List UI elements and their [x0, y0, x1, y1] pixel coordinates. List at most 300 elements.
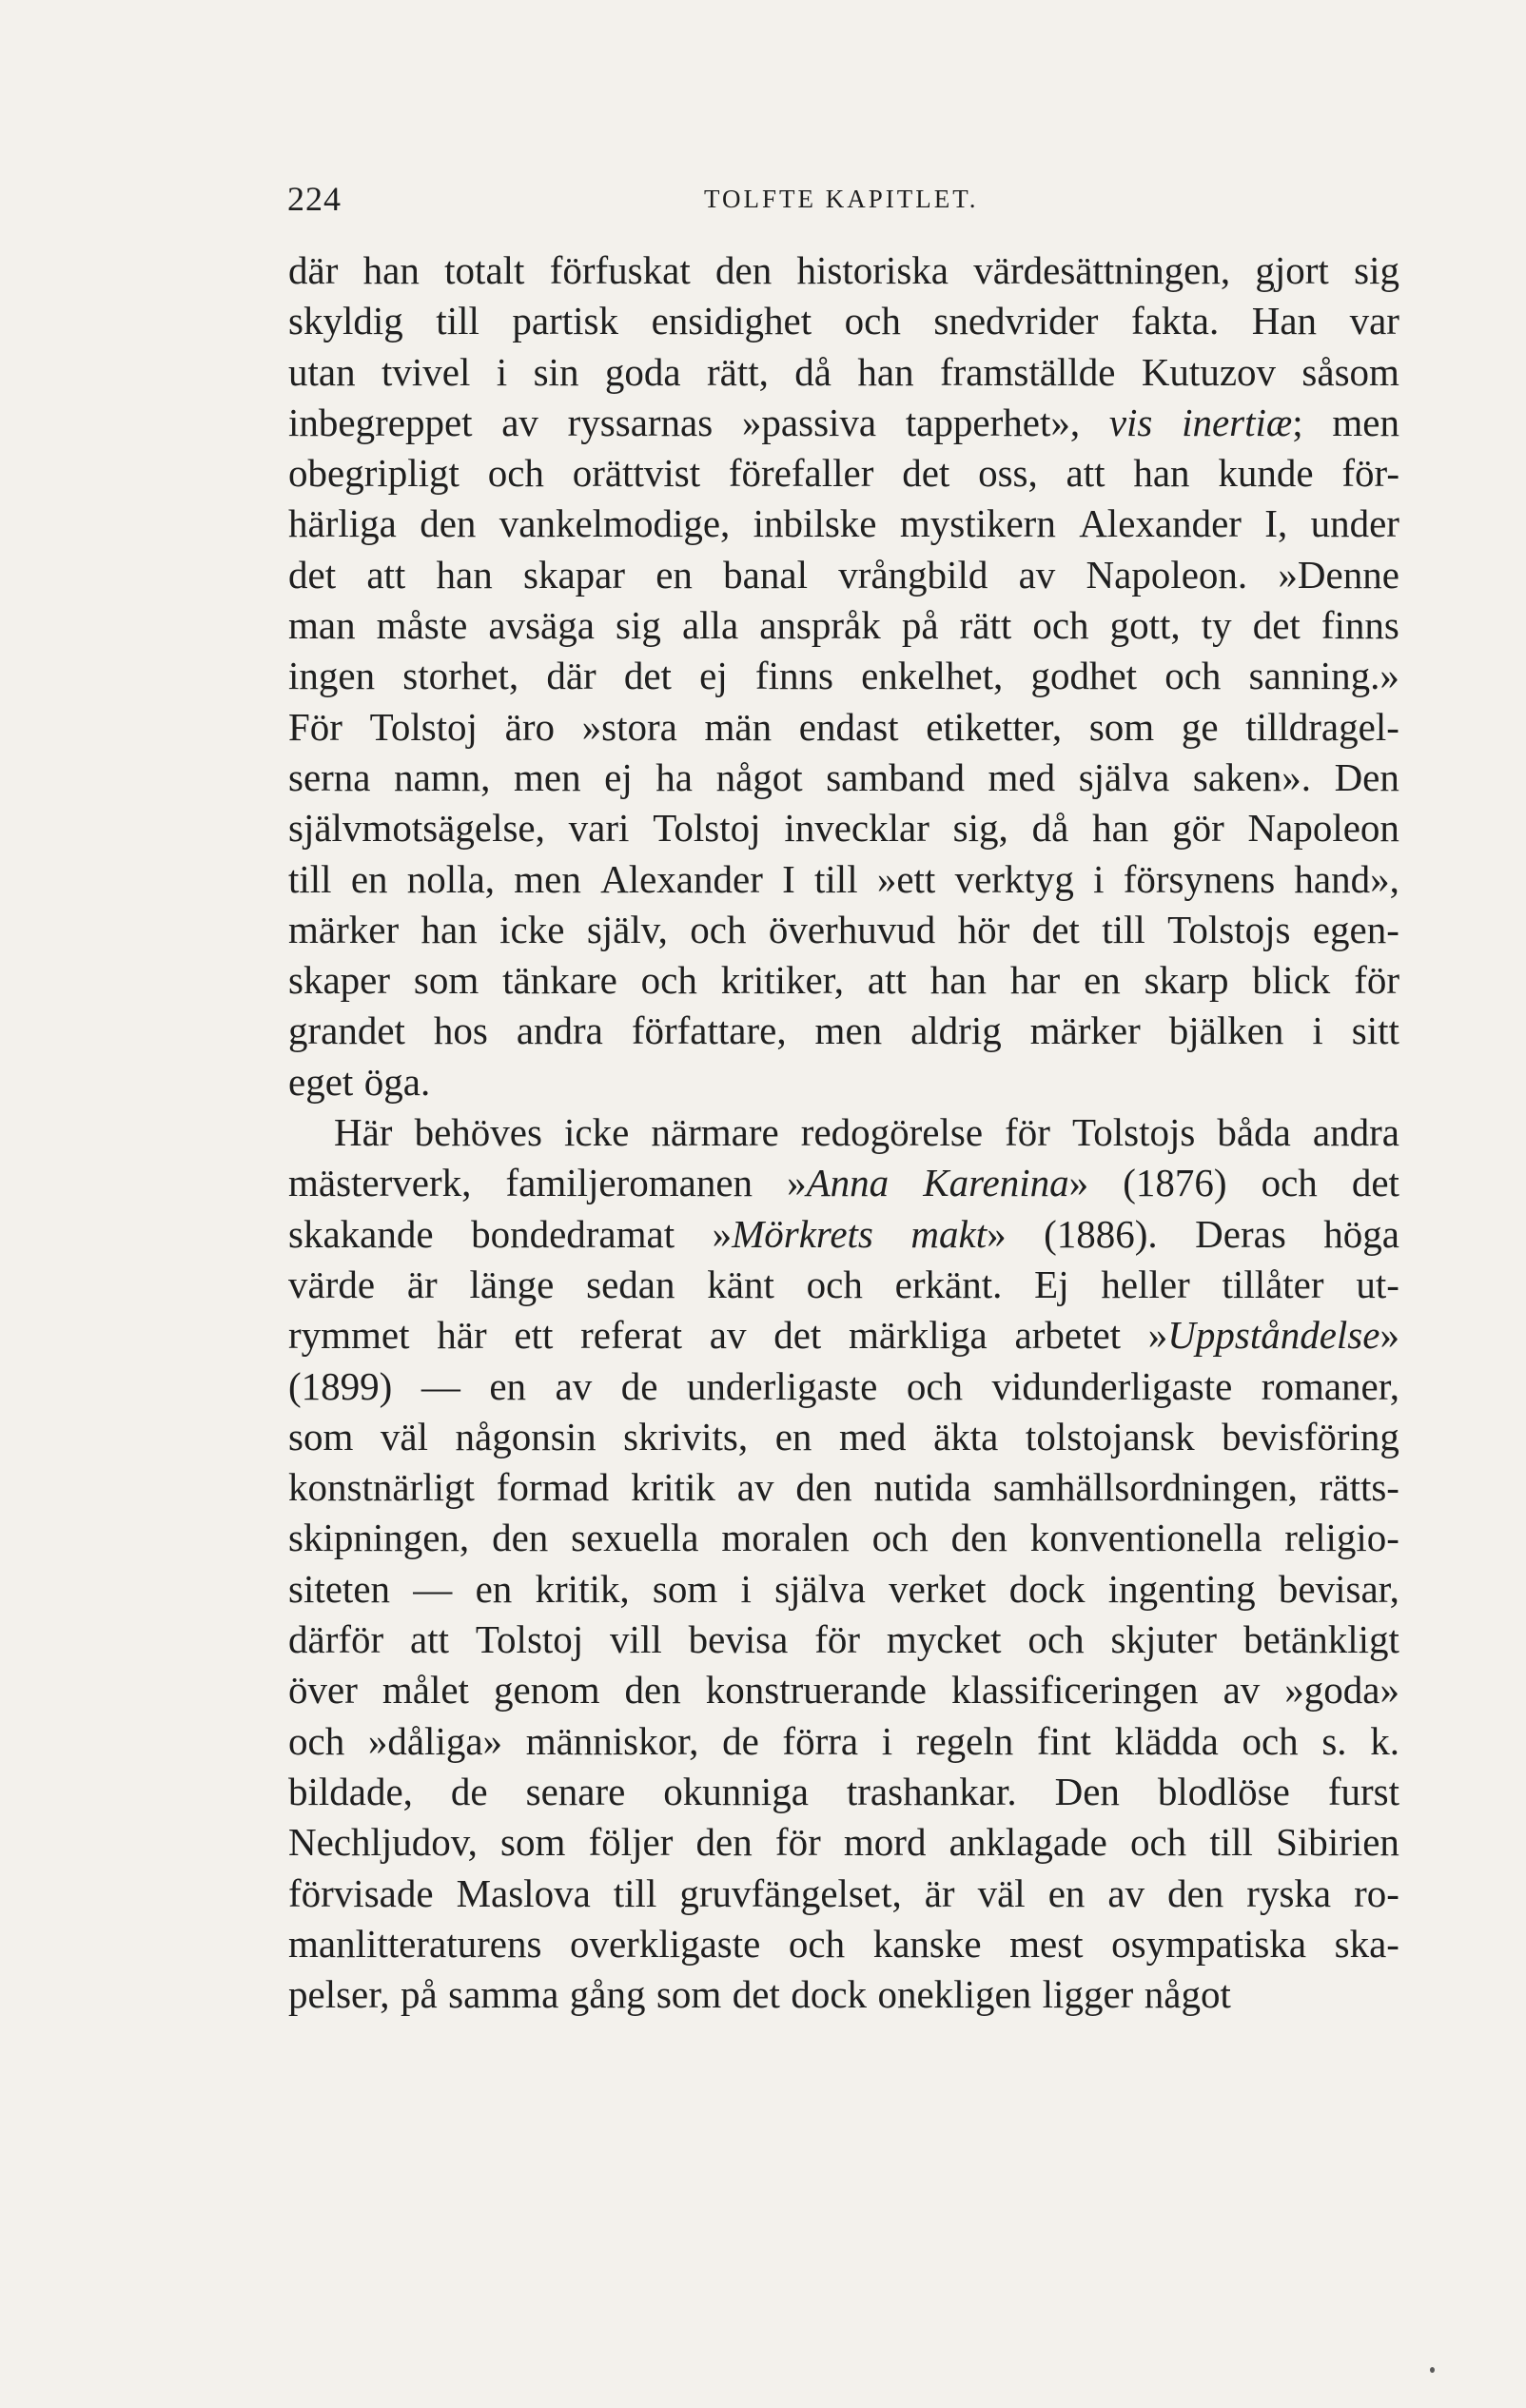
word: av: [501, 400, 538, 444]
word: känt: [707, 1262, 774, 1306]
text-line: [288, 1513, 1399, 1563]
word: den: [624, 1668, 681, 1713]
word: finns: [754, 654, 833, 698]
word: och: [788, 1921, 846, 1966]
word: historiska: [796, 248, 949, 292]
text-line: [288, 347, 1399, 398]
word: furst: [1327, 1769, 1399, 1813]
word: pelser,: [288, 1972, 390, 2017]
word: behöves: [414, 1110, 542, 1155]
text-line: [288, 955, 1399, 1006]
word: dock: [791, 1972, 868, 2017]
word: samma: [448, 1972, 559, 2017]
text-line: [288, 448, 1399, 499]
word: referat: [580, 1313, 683, 1358]
word: bevisa: [688, 1617, 789, 1662]
word: och: [690, 907, 747, 951]
word: skyldig: [288, 299, 403, 343]
word: I,: [1264, 501, 1288, 546]
word: då: [794, 349, 831, 394]
word: makt»: [910, 1211, 1007, 1256]
word: banal: [723, 552, 808, 597]
word: I: [782, 856, 795, 901]
word: redogörelse: [800, 1110, 984, 1155]
word: och: [906, 1363, 964, 1408]
word: okunniga: [663, 1769, 809, 1813]
word: till: [436, 299, 479, 343]
word: mycket: [886, 1617, 1002, 1662]
body-text: [288, 245, 1399, 2020]
word: märker: [1029, 1008, 1141, 1053]
word: betänkligt: [1242, 1617, 1399, 1662]
word: finns: [1321, 603, 1399, 648]
word: ty: [1201, 603, 1232, 648]
word: en: [489, 1363, 527, 1408]
word: med: [838, 1414, 907, 1459]
word: gör: [1172, 806, 1224, 851]
word: och: [844, 299, 901, 343]
word: skrivits,: [623, 1414, 749, 1459]
word: gång: [569, 1972, 646, 2017]
word: Ej: [1034, 1262, 1069, 1306]
word: den: [950, 1516, 1008, 1560]
word: försynens: [1123, 856, 1276, 901]
word: Napoleon.: [1086, 552, 1248, 597]
word: vari: [568, 806, 630, 851]
word: skaper: [288, 958, 391, 1003]
word: tvivel: [382, 349, 471, 394]
word: avsäga: [488, 603, 595, 648]
word: skapar: [522, 552, 625, 597]
word: de: [620, 1363, 658, 1408]
word: och: [487, 451, 544, 496]
word: han: [362, 248, 420, 292]
word: han: [436, 552, 493, 597]
word: att: [867, 958, 907, 1003]
word: han: [929, 958, 987, 1003]
word: mest: [1009, 1921, 1084, 1966]
word: inbegreppet: [288, 400, 473, 444]
word: blick: [1252, 958, 1331, 1003]
word: och: [1242, 1718, 1299, 1763]
word: kanske: [872, 1921, 982, 1966]
running-head: TOLFTE KAPITLET.: [704, 185, 979, 213]
word: inertiæ;: [1182, 400, 1303, 444]
word: »Anna: [787, 1161, 890, 1205]
word: bjälken: [1168, 1008, 1284, 1053]
word: det: [288, 552, 337, 597]
word: nutida: [873, 1465, 971, 1510]
word: bildade,: [288, 1769, 413, 1813]
word: män: [704, 704, 773, 749]
text-line: [288, 651, 1399, 701]
word: då: [1031, 806, 1069, 851]
word: hör: [957, 907, 1010, 951]
word: Maslova: [456, 1870, 591, 1915]
word: märkliga: [849, 1313, 988, 1358]
word: rymmet: [288, 1313, 410, 1358]
word: (1899): [288, 1363, 393, 1408]
text-line: [288, 1107, 1399, 1158]
word: vrångbild: [838, 552, 988, 597]
word: »Mörkrets: [712, 1211, 873, 1256]
word: för: [814, 1617, 861, 1662]
word: endast: [798, 704, 899, 749]
word: sanning.»: [1248, 654, 1399, 698]
text-line: [288, 1919, 1399, 1969]
word: —: [421, 1363, 460, 1408]
word: var: [1349, 299, 1399, 343]
word: manlitteraturens: [288, 1921, 542, 1966]
text-line: [288, 1158, 1399, 1208]
word: Sibirien: [1276, 1820, 1399, 1865]
word: är: [406, 1262, 438, 1306]
word: bevisföring: [1222, 1414, 1399, 1459]
word: Den: [1334, 754, 1399, 799]
word: religio-: [1284, 1516, 1399, 1560]
text-line: [288, 1006, 1399, 1056]
word: länge: [469, 1262, 555, 1306]
word: senare: [525, 1769, 626, 1813]
word: förfuskat: [549, 248, 691, 292]
word: partisk: [512, 299, 619, 343]
word: skipningen,: [288, 1516, 470, 1560]
text-line: [288, 1564, 1399, 1615]
word: »goda»: [1284, 1668, 1399, 1713]
word: enkelhet,: [861, 654, 1004, 698]
print-speck: [1430, 2367, 1435, 2373]
word: egen-: [1312, 907, 1399, 951]
word: s.: [1321, 1718, 1347, 1763]
word: men: [1332, 400, 1399, 444]
word: Tolstoj: [653, 806, 761, 851]
page-header: [285, 179, 1397, 225]
word: Napoleon: [1247, 806, 1399, 851]
word: ensidighet: [651, 299, 812, 343]
text-line: [288, 1869, 1399, 1919]
word: av: [1107, 1870, 1145, 1915]
word: andra: [516, 1008, 603, 1053]
word: gott,: [1109, 603, 1181, 648]
word: »ett: [876, 856, 936, 901]
word: en: [655, 552, 693, 597]
word: rätt,: [706, 349, 769, 394]
word: snedvrider: [933, 299, 1099, 343]
word: regeln: [915, 1718, 1014, 1763]
word: tapperhet»,: [905, 400, 1081, 444]
word: ska-: [1334, 1921, 1399, 1966]
word: där: [546, 654, 597, 698]
word: såsom: [1301, 349, 1399, 394]
word: av: [1223, 1668, 1261, 1713]
word: som: [652, 1566, 718, 1611]
word: att: [1066, 451, 1105, 496]
word: äro: [504, 704, 555, 749]
text-line: [288, 854, 1399, 905]
text-line: [288, 1412, 1399, 1462]
word: de: [450, 1769, 488, 1813]
text-line: [288, 1310, 1399, 1361]
word: närmare: [651, 1110, 779, 1155]
word: ej: [699, 654, 728, 698]
word: overkligaste: [569, 1921, 761, 1966]
word: och: [640, 958, 697, 1003]
word: de: [722, 1718, 759, 1763]
word: icke: [564, 1110, 630, 1155]
word: obegripligt: [288, 451, 460, 496]
word: mord: [843, 1820, 927, 1865]
word: Tolstoj: [475, 1617, 584, 1662]
word: tilldragel-: [1245, 704, 1399, 749]
word: verktyg: [954, 856, 1074, 901]
word: men: [514, 856, 581, 901]
word: förefaller: [728, 451, 874, 496]
word: han: [1092, 806, 1149, 851]
word: moralen: [721, 1516, 850, 1560]
word: erkänt.: [894, 1262, 1003, 1306]
text-line: [288, 1361, 1399, 1412]
word: ingen: [288, 654, 376, 698]
word: tillåter: [1222, 1262, 1324, 1306]
word: som: [1088, 704, 1155, 749]
word: av: [1018, 552, 1056, 597]
word: Deras: [1195, 1211, 1286, 1256]
word: det: [623, 654, 672, 698]
text-line: [288, 753, 1399, 803]
word: mystikern: [899, 501, 1056, 546]
word: formad: [496, 1465, 610, 1510]
word: bondedramat: [471, 1211, 675, 1256]
text-line: [288, 296, 1399, 346]
word: över: [288, 1668, 358, 1713]
word: han: [857, 349, 914, 394]
text-line: [288, 245, 1399, 296]
word: kunde: [1218, 451, 1314, 496]
word: följer: [588, 1820, 674, 1865]
word: onekligen: [877, 1972, 1032, 2017]
word: bevisar,: [1278, 1566, 1399, 1611]
word: höga: [1323, 1211, 1399, 1256]
word: härliga: [288, 501, 397, 546]
word: grandet: [288, 1008, 405, 1053]
word: till: [1102, 907, 1145, 951]
word: som: [500, 1820, 566, 1865]
word: siteten: [288, 1566, 391, 1611]
word: värde: [288, 1262, 376, 1306]
word: ej: [604, 754, 633, 799]
word: serna: [288, 754, 371, 799]
word: osympatiska: [1111, 1921, 1307, 1966]
word: kritiker,: [720, 958, 845, 1003]
word: till: [814, 856, 858, 901]
word: att: [410, 1617, 450, 1662]
word: förra: [782, 1718, 859, 1763]
word: fakta.: [1131, 299, 1220, 343]
word: till: [613, 1870, 657, 1915]
word: ett: [514, 1313, 554, 1358]
word: något: [1144, 1972, 1231, 2017]
word: i: [1312, 1008, 1323, 1053]
word: samhällsordningen,: [992, 1465, 1298, 1510]
word: den: [715, 248, 773, 292]
word: det: [902, 451, 950, 496]
word: av: [736, 1465, 774, 1510]
word: alla: [681, 603, 739, 648]
word: aldrig: [910, 1008, 1002, 1053]
word: etiketter,: [926, 704, 1063, 749]
word: skakande: [288, 1211, 434, 1256]
word: Den: [1054, 1769, 1120, 1813]
text-line: [288, 1665, 1399, 1715]
word: blodlöse: [1157, 1769, 1290, 1813]
word: ligger: [1042, 1972, 1134, 2017]
word: klassificeringen: [950, 1668, 1199, 1713]
word: (1876): [1123, 1161, 1227, 1205]
word: och: [871, 1516, 929, 1560]
word: på: [901, 603, 939, 648]
word: ha: [655, 754, 693, 799]
word: »Denne: [1278, 552, 1399, 597]
word: skarp: [1144, 958, 1229, 1003]
word: ingenting: [1107, 1566, 1256, 1611]
word: och: [1261, 1161, 1318, 1205]
word: han: [1133, 451, 1190, 496]
word: Karenina»: [923, 1161, 1089, 1205]
text-line: [288, 1969, 1399, 2020]
word: Alexander: [600, 856, 763, 901]
text-line: [288, 905, 1399, 955]
word: tänkare: [502, 958, 617, 1003]
word: sedan: [586, 1262, 675, 1306]
word: tolstojansk: [1025, 1414, 1195, 1459]
word: rätt: [959, 603, 1012, 648]
word: själva: [774, 1566, 866, 1611]
word: ryska: [1246, 1870, 1332, 1915]
text-line: [288, 550, 1399, 600]
word: en: [350, 856, 388, 901]
word: överhuvud: [768, 907, 936, 951]
word: och: [1027, 1617, 1085, 1662]
word: människor,: [525, 1718, 699, 1763]
word: ro-: [1354, 1870, 1399, 1915]
word: den: [1167, 1870, 1224, 1915]
word: Här: [334, 1110, 393, 1155]
text-line: [288, 1462, 1399, 1513]
word: underligaste: [686, 1363, 878, 1408]
word: märker: [288, 907, 400, 951]
word: hand»,: [1294, 856, 1399, 901]
text-line: [288, 803, 1399, 853]
word: framställde: [939, 349, 1116, 394]
text-line: [288, 1209, 1399, 1260]
word: vankelmodige,: [499, 501, 731, 546]
word: författare,: [631, 1008, 787, 1053]
word: det: [1031, 907, 1080, 951]
word: men: [814, 1008, 883, 1053]
word: goda: [604, 349, 681, 394]
word: ut-: [1356, 1262, 1399, 1306]
word: man: [288, 603, 356, 648]
word: båda: [1217, 1110, 1291, 1155]
word: arbetet: [1014, 1313, 1122, 1358]
word: under: [1310, 501, 1399, 546]
text-line: [288, 1767, 1399, 1817]
word: sin: [533, 349, 579, 394]
word: romaner,: [1261, 1363, 1399, 1408]
word: förvisade: [288, 1870, 434, 1915]
word: en: [1047, 1870, 1086, 1915]
word: därför: [288, 1617, 384, 1662]
word: på: [400, 1972, 438, 2017]
word: och: [288, 1718, 345, 1763]
word: är: [924, 1870, 955, 1915]
word: av: [555, 1363, 593, 1408]
word: någonsin: [455, 1414, 597, 1459]
word: saken».: [1192, 754, 1311, 799]
word: ge: [1181, 704, 1219, 749]
word: för: [1354, 958, 1399, 1003]
word: heller: [1101, 1262, 1190, 1306]
word: i: [881, 1718, 893, 1763]
word: konstnärligt: [288, 1465, 475, 1510]
word: till: [288, 856, 332, 901]
text-line: [288, 702, 1399, 753]
word: sexuella: [571, 1516, 699, 1560]
word: nolla,: [406, 856, 496, 901]
word: vidunderligaste: [991, 1363, 1233, 1408]
word: den: [795, 1465, 852, 1510]
word: Alexander: [1079, 501, 1242, 546]
word: med: [988, 754, 1056, 799]
word: storhet,: [402, 654, 519, 698]
word: själv,: [586, 907, 668, 951]
word: inbilske: [753, 501, 877, 546]
word: sitt: [1351, 1008, 1399, 1053]
word: en: [774, 1414, 812, 1459]
word: har: [1009, 958, 1061, 1003]
word: verket: [889, 1566, 987, 1611]
word: att: [366, 552, 406, 597]
word: kritik,: [535, 1566, 630, 1611]
word: det: [773, 1313, 822, 1358]
word: för-: [1341, 451, 1399, 496]
word: »passiva: [741, 400, 877, 444]
word: trashankar.: [846, 1769, 1017, 1813]
word: orättvist: [572, 451, 701, 496]
word: för: [774, 1820, 821, 1865]
word: »Uppståndelse»: [1147, 1313, 1399, 1358]
word: äkta: [933, 1414, 999, 1459]
word: Tolstojs: [1167, 907, 1291, 951]
word: Kutuzov: [1141, 349, 1277, 394]
word: »stora: [581, 704, 677, 749]
word: måste: [376, 603, 468, 648]
word: samband: [826, 754, 965, 799]
word: gjort: [1255, 248, 1329, 292]
word: namn,: [394, 754, 491, 799]
word: rätts-: [1319, 1465, 1399, 1510]
word: i: [496, 349, 508, 394]
word: vill: [610, 1617, 662, 1662]
word: det: [1252, 603, 1301, 648]
word: mästerverk,: [288, 1161, 472, 1205]
word: i: [740, 1566, 752, 1611]
word: gruvfängelset,: [679, 1870, 902, 1915]
word: det: [1351, 1161, 1399, 1205]
word: till: [1209, 1820, 1253, 1865]
word: —: [413, 1566, 453, 1611]
word: och: [806, 1262, 863, 1306]
